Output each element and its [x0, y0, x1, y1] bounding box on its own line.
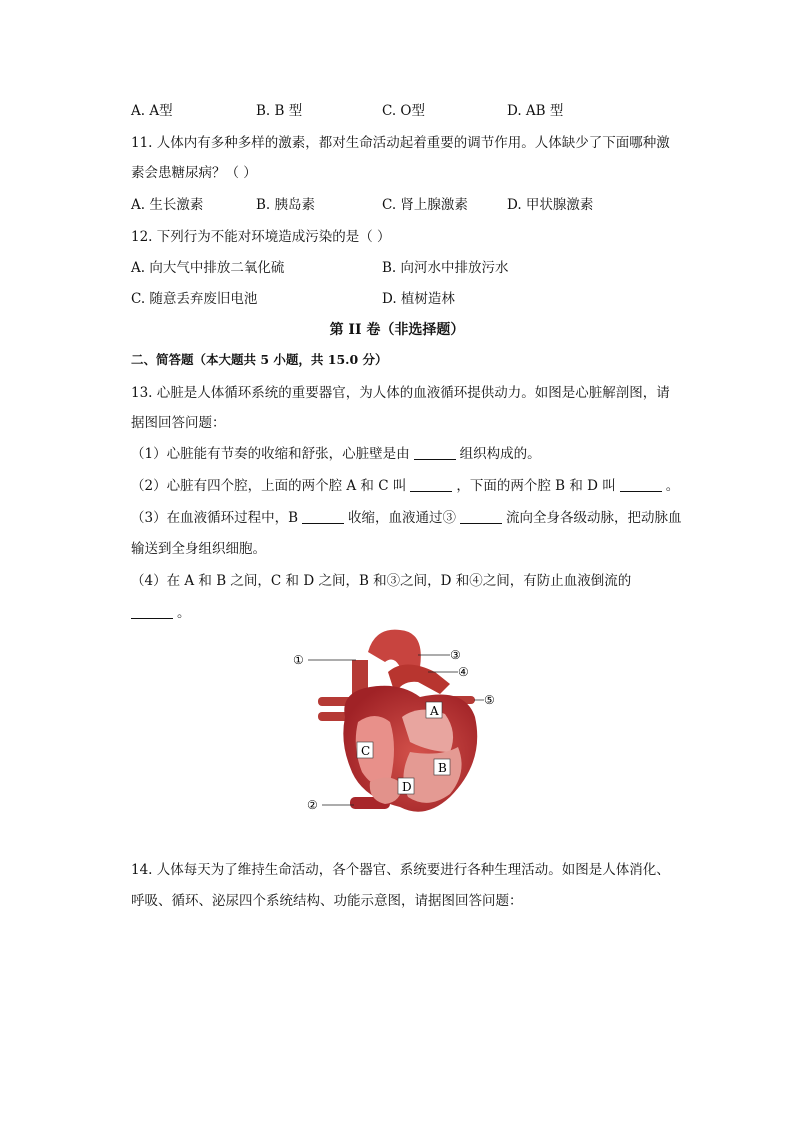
question-14-stem: 14. 人体每天为了维持生命活动，各个器官、系统要进行各种生理活动。如图是人体消化、 [131, 862, 670, 878]
question-14-stem-cont: 呼吸、循环、泌尿四个系统结构、功能示意图，请据图回答问题： [131, 893, 523, 909]
section-title: 第 II 卷（非选择题） [329, 322, 465, 338]
label-1: ① [293, 653, 304, 667]
answer-blank[interactable] [620, 477, 662, 492]
q11-option-d: D. 甲状腺激素 [507, 197, 594, 213]
option-c: C. O型 [382, 103, 425, 119]
answer-blank[interactable] [460, 509, 502, 524]
q12-option-a: A. 向大气中排放二氧化硫 [131, 260, 285, 276]
question-12-stem: 12. 下列行为不能对环境造成污染的是（ ） [131, 229, 391, 245]
q11-option-c: C. 肾上腺激素 [382, 197, 468, 213]
question-13-stem-cont: 据图回答问题： [131, 415, 226, 431]
label-d: D [402, 780, 412, 794]
q12-option-c: C. 随意丢弃废旧电池 [131, 291, 258, 307]
q13-sub1-end: 组织构成的。 [459, 446, 541, 462]
question-11-stem-cont: 素会患糖尿病？（ ） [131, 165, 257, 181]
q13-sub2-end: 。 [665, 478, 680, 494]
option-b: B. B 型 [256, 103, 303, 119]
q13-sub3-text: （3）在血液循环过程中，B [131, 510, 299, 526]
label-4: ④ [458, 665, 469, 679]
section-header: 二、简答题（本大题共 5 小题，共 15.0 分） [131, 352, 388, 367]
q13-sub3-end: 流向全身各级动脉，把动脉血 [506, 510, 682, 526]
q13-sub1 [131, 444, 541, 464]
q13-sub3 [131, 508, 682, 528]
q13-sub2-text: （2）心脏有四个腔，上面的两个腔 A 和 C 叫 [131, 478, 407, 494]
label-c: C [361, 744, 371, 758]
q12-option-b: B. 向河水中排放污水 [382, 260, 509, 276]
q13-sub2 [131, 476, 679, 496]
q13-sub4: （4）在 A 和 B 之间，C 和 D 之间，B 和③之间，D 和④之间，有防止血液倒流的 [131, 573, 632, 589]
label-5: ⑤ [484, 693, 495, 707]
q11-option-b: B. 胰岛素 [256, 197, 316, 213]
q11-option-a: A. 生长激素 [131, 197, 204, 213]
heart-diagram [290, 622, 510, 832]
label-2: ② [307, 798, 318, 812]
q13-sub1-text: （1）心脏能有节奏的收缩和舒张，心脏壁是由 [131, 446, 410, 462]
question-13-stem: 13. 心脏是人体循环系统的重要器官，为人体的血液循环提供动力。如图是心脏解剖图，请 [131, 385, 670, 401]
q13-sub4-end: 。 [177, 605, 191, 621]
label-b: B [438, 761, 447, 775]
option-a: A. A型 [131, 103, 173, 119]
label-a: A [430, 704, 439, 718]
answer-blank[interactable] [414, 445, 456, 460]
q13-sub2-mid: ，下面的两个腔 B 和 D 叫 [456, 478, 616, 494]
answer-blank[interactable] [131, 604, 173, 619]
answer-blank[interactable] [302, 509, 344, 524]
q13-sub3-cont: 输送到全身组织细胞。 [131, 541, 266, 557]
q13-sub4-cont [131, 603, 191, 623]
answer-blank[interactable] [410, 477, 452, 492]
option-d: D. AB 型 [507, 103, 564, 119]
label-3: ③ [450, 648, 461, 662]
q12-option-d: D. 植树造林 [382, 291, 455, 307]
q13-sub3-mid: 收缩，血液通过③ [348, 510, 457, 526]
left-ventricle-cavity [403, 747, 461, 803]
question-11-stem: 11. 人体内有多种多样的激素，都对生命活动起着重要的调节作用。人体缺少了下面哪种激 [131, 135, 670, 151]
